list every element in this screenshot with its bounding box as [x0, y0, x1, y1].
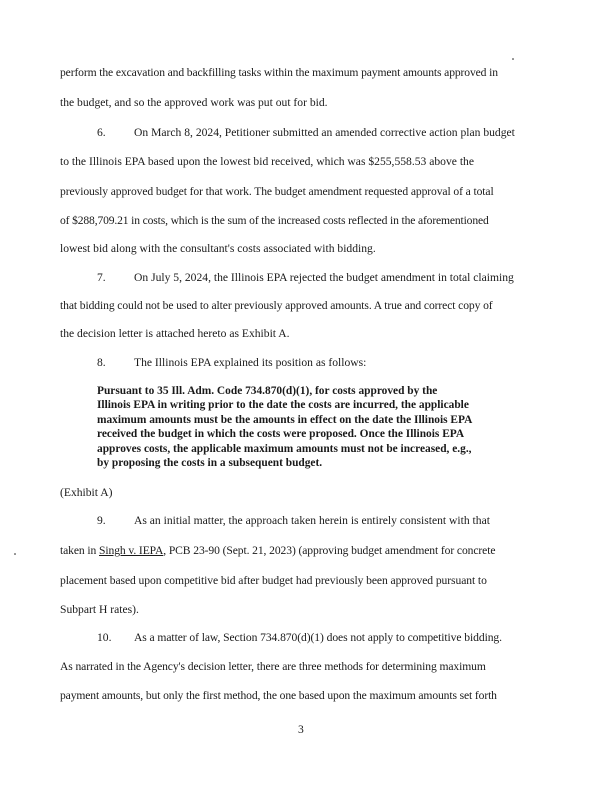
- paragraph-text: As narrated in the Agency's decision letter, there are three methods for determining maximum: [60, 660, 486, 673]
- paragraph-text: On July 5, 2024, the Illinois EPA rejected the budget amendment in total claiming: [134, 271, 514, 284]
- block-quote-line: approves costs, the applicable maximum amounts must not be increased, e.g.,: [97, 443, 472, 455]
- paragraph-number: 8.: [97, 356, 106, 369]
- paragraph-number: 6.: [97, 126, 106, 139]
- paragraph-text: payment amounts, but only the first method, the one based upon the maximum amounts set forth: [60, 689, 497, 702]
- paragraph-text: The Illinois EPA explained its position as follows:: [134, 356, 367, 369]
- paragraph-number: 7.: [97, 271, 106, 284]
- paragraph-text: to the Illinois EPA based upon the lowest bid received, which was $255,558.53 above the: [60, 155, 474, 168]
- paragraph-text: that bidding could not be used to alter previously approved amounts. A true and correct copy of: [60, 299, 493, 312]
- paragraph-text: placement based upon competitive bid after budget had previously been approved pursuant to: [60, 574, 487, 587]
- text-run: , PCB 23-90 (Sept. 21, 2023) (approving budget amendment for concrete: [163, 544, 496, 557]
- paragraph-text: the budget, and so the approved work was put out for bid.: [60, 96, 328, 109]
- paragraph-text: As an initial matter, the approach taken herein is entirely consistent with that: [134, 514, 490, 527]
- block-quote-line: Illinois EPA in writing prior to the date the costs are incurred, the applicable: [97, 399, 469, 411]
- paragraph-text: previously approved budget for that work. The budget amendment requested approval of a total: [60, 185, 494, 198]
- exhibit-reference: (Exhibit A): [60, 486, 113, 499]
- case-citation: Singh v. IEPA: [99, 544, 164, 557]
- text-run: taken in: [60, 544, 100, 557]
- paragraph-text: Subpart H rates).: [60, 603, 139, 616]
- paragraph-text: [60, 544, 495, 558]
- paragraph-number: 10.: [97, 631, 112, 644]
- block-quote-line: Pursuant to 35 Ill. Adm. Code 734.870(d)(1), for costs approved by the: [97, 385, 438, 397]
- block-quote-line: received the budget in which the costs were proposed. Once the Illinois EPA: [97, 428, 465, 440]
- scan-speck: [512, 58, 514, 60]
- block-quote-line: by proposing the costs in a subsequent budget.: [97, 457, 323, 469]
- paragraph-number: 9.: [97, 514, 106, 527]
- paragraph-text: perform the excavation and backfilling tasks within the maximum payment amounts approved in: [60, 66, 498, 79]
- paragraph-text: On March 8, 2024, Petitioner submitted an amended corrective action plan budget: [134, 126, 515, 139]
- block-quote-line: maximum amounts must be the amounts in effect on the date the Illinois EPA: [97, 414, 473, 426]
- paragraph-text: As a matter of law, Section 734.870(d)(1) does not apply to competitive bidding.: [134, 631, 502, 644]
- paragraph-text: lowest bid along with the consultant's costs associated with bidding.: [60, 242, 376, 255]
- paragraph-text: of $288,709.21 in costs, which is the sum of the increased costs reflected in the aforementioned: [60, 214, 489, 227]
- paragraph-text: the decision letter is attached hereto as Exhibit A.: [60, 327, 290, 340]
- scan-speck: [14, 553, 16, 555]
- page-number: 3: [298, 723, 304, 736]
